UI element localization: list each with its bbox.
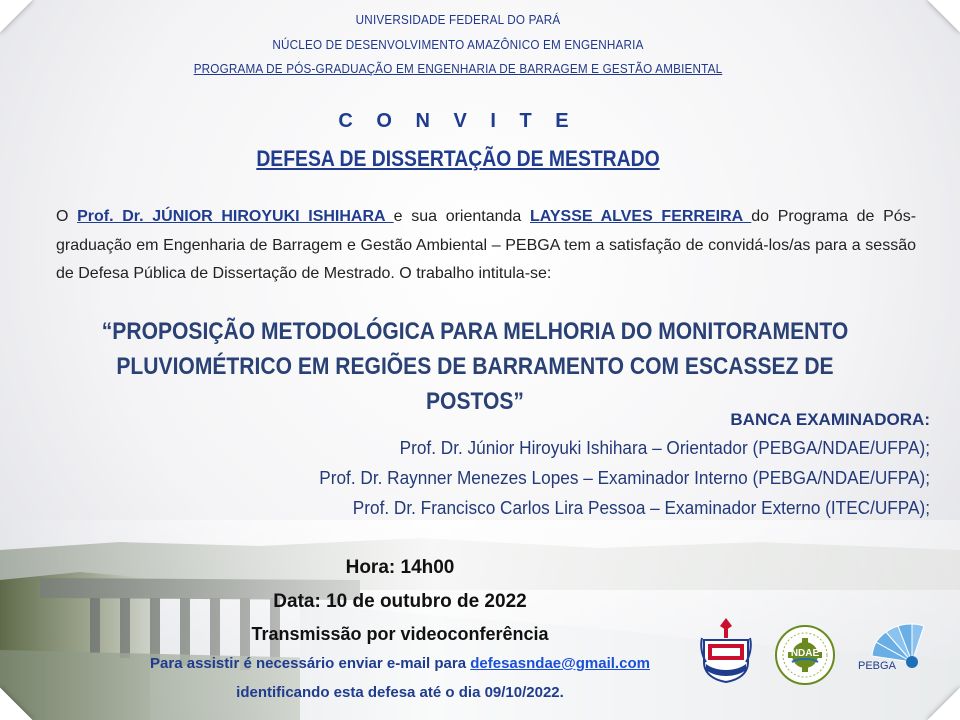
pebga-fan-icon: [852, 622, 930, 684]
examining-board: [210, 406, 930, 523]
board-title: BANCA EXAMINADORA:: [730, 410, 930, 429]
intro-paragraph: [56, 203, 916, 289]
ndae-logo: [774, 624, 836, 686]
board-member: Prof. Dr. Francisco Carlos Lira Pessoa – Examinador Externo (ITEC/UFPA);: [352, 497, 930, 518]
defense-time: Hora: 14h00: [345, 557, 455, 578]
thesis-title-line2: PLUVIOMÉTRICO EM REGIÕES DE BARRAMENTO COM ESCASSEZ DE POSTOS”: [116, 353, 834, 415]
nucleus-name: NÚCLEO DE DESENVOLVIMENTO AMAZÔNICO EM ENGENHARIA: [272, 37, 644, 52]
frame-corner: [0, 0, 33, 33]
thesis-title-line1: “PROPOSIÇÃO METODOLÓGICA PARA MELHORIA DO MONITORAMENTO: [101, 318, 849, 345]
student-name: LAYSSE ALVES FERREIRA: [529, 208, 752, 225]
program-name: PROGRAMA DE PÓS-GRADUAÇÃO EM ENGENHARIA DE BARRAGEM E GESTÃO AMBIENTAL: [193, 61, 723, 76]
intro-lead: O: [56, 208, 78, 225]
pebga-logo: [852, 622, 930, 684]
ndae-logo-text: NDAE: [790, 648, 820, 659]
board-member: Prof. Dr. Raynner Menezes Lopes – Examinador Interno (PEBGA/NDAE/UFPA);: [319, 467, 930, 488]
defesa-title: DEFESA DE DISSERTAÇÃO DE MESTRADO: [256, 146, 660, 171]
defense-date: Data: 10 de outubro de 2022: [273, 591, 527, 612]
attendance-text: Para assistir é necessário enviar e-mail para: [150, 655, 471, 672]
intro-rest: do Programa de Pós-graduação em Engenharia de Barragem e Gestão Ambiental – PEBGA tem a satisfação de convidá-los/as para a sessão de Defesa Pública de Dissertação de Mestrado. O trabalho intitula-se:: [56, 208, 917, 282]
pebga-logo-text: PEBGA: [858, 660, 896, 672]
transmission-info: Transmissão por videoconferência: [251, 624, 549, 644]
intro-mid: e sua orientanda: [393, 208, 530, 225]
board-member: Prof. Dr. Júnior Hiroyuki Ishihara – Orientador (PEBGA/NDAE/UFPA);: [399, 437, 930, 458]
advisor-name: Prof. Dr. JÚNIOR HIROYUKI ISHIHARA: [77, 208, 394, 225]
university-name: UNIVERSIDADE FEDERAL DO PARÁ: [355, 12, 561, 27]
attendance-instructions: [0, 655, 800, 672]
convite-title: C O N V I T E: [338, 110, 578, 132]
thesis-title: [92, 314, 857, 419]
ufpa-logo-icon: [698, 616, 754, 684]
registration-deadline: identificando esta defesa até o dia 09/10/2022.: [236, 684, 564, 701]
contact-email-link[interactable]: defesasndae@gmail.com: [470, 655, 650, 672]
frame-corner: [927, 0, 960, 33]
